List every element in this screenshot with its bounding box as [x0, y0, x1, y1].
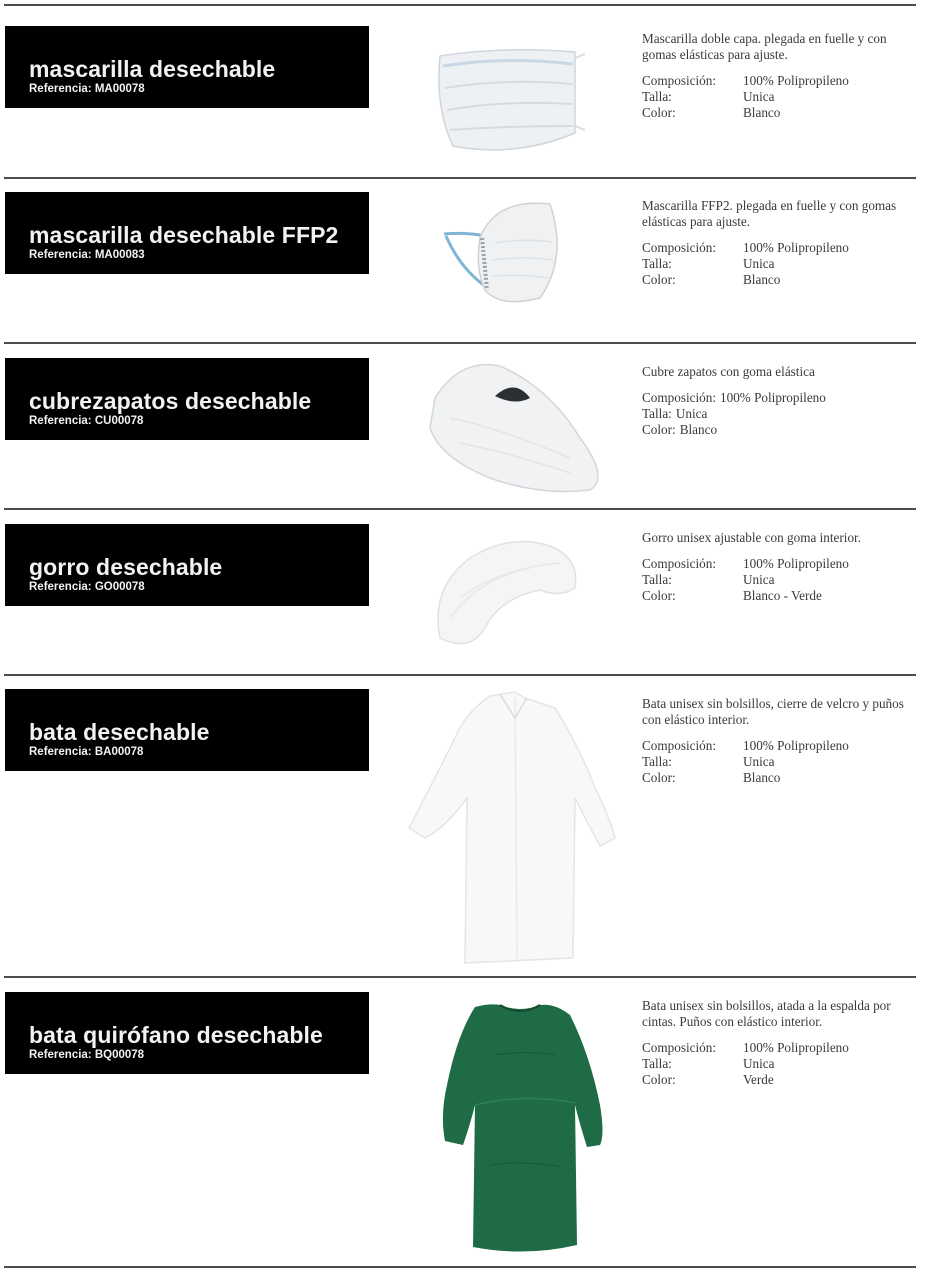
- product-reference: Referencia: GO00078: [29, 581, 145, 593]
- product-description: [642, 530, 922, 604]
- product-name: bata quirófano desechable: [29, 1022, 323, 1048]
- description-text: Gorro unisex ajustable con goma interior.: [642, 530, 862, 545]
- product-name: cubrezapatos desechable: [29, 388, 312, 414]
- product-name: mascarilla desechable FFP2: [29, 222, 339, 248]
- description-text: Bata unisex sin bolsillos, cierre de velcro y puños con elástico interior.: [642, 696, 904, 727]
- product-name: mascarilla desechable: [29, 56, 276, 82]
- spec-color: Color: Blanco: [642, 272, 781, 287]
- product-name: gorro desechable: [29, 554, 223, 580]
- spec-composition: Composición: 100% Polipropileno: [642, 1040, 849, 1055]
- product-title-box: [5, 358, 369, 440]
- product-reference: Referencia: CU00078: [29, 415, 144, 427]
- product-description: [642, 31, 922, 121]
- spec-composition: Composición: 100% Polipropileno: [642, 240, 849, 255]
- separator-rule: [4, 1266, 916, 1268]
- spec-size: Talla: Unica: [642, 256, 775, 271]
- product-reference: Referencia: MA00083: [29, 249, 145, 261]
- spec-composition: Composición: 100% Polipropileno: [642, 73, 849, 88]
- product-reference: Referencia: MA00078: [29, 83, 145, 95]
- spec-color: Color: Verde: [642, 1072, 774, 1087]
- spec-color: Color: Blanco - Verde: [642, 588, 822, 603]
- spec-color: Color: Blanco: [642, 105, 781, 120]
- spec-size: Talla: Unica: [642, 89, 775, 104]
- separator-rule: [4, 508, 916, 510]
- product-description: [642, 198, 922, 288]
- separator-rule: [4, 674, 916, 676]
- spec-size: Talla: Unica: [642, 572, 775, 587]
- product-title-box: [5, 992, 369, 1074]
- spec-size: Talla: Unica: [642, 1056, 775, 1071]
- spec-size: Talla: Unica: [642, 406, 708, 421]
- separator-rule: [4, 342, 916, 344]
- description-text: Mascarilla FFP2. plegada en fuelle y con gomas elásticas para ajuste.: [642, 198, 897, 229]
- product-title-box: [5, 26, 369, 108]
- product-title-box: [5, 192, 369, 274]
- spec-composition: Composición: 100% Polipropileno: [642, 556, 849, 571]
- description-text: Cubre zapatos con goma elástica: [642, 364, 815, 379]
- spec-color: Color: Blanco: [642, 422, 718, 437]
- spec-size: Talla: Unica: [642, 754, 775, 769]
- separator-rule: [4, 976, 916, 978]
- product-description: [642, 364, 922, 438]
- product-name: bata desechable: [29, 719, 210, 745]
- shoe-cover-image: [420, 358, 605, 498]
- product-reference: Referencia: BA00078: [29, 746, 144, 758]
- separator-rule: [4, 177, 916, 179]
- description-text: Mascarilla doble capa. plegada en fuelle y con gomas elásticas para ajuste.: [642, 31, 887, 62]
- product-reference: Referencia: BQ00078: [29, 1049, 145, 1061]
- cap-image: [430, 528, 590, 658]
- spec-composition: Composición: 100% Polipropileno: [642, 390, 826, 405]
- spec-color: Color: Blanco: [642, 770, 781, 785]
- separator-rule: [4, 4, 916, 6]
- white-gown-image: [405, 688, 620, 968]
- surgical-gown-image: [435, 995, 605, 1260]
- spec-composition: Composición: 100% Polipropileno: [642, 738, 849, 753]
- product-description: [642, 998, 922, 1088]
- ffp2-mask-image: [440, 198, 560, 308]
- product-title-box: [5, 524, 369, 606]
- product-description: [642, 696, 922, 786]
- description-text: Bata unisex sin bolsillos, atada a la espalda por cintas. Puños con elástico interior.: [642, 998, 891, 1029]
- product-title-box: [5, 689, 369, 771]
- surgical-mask-image: [425, 38, 590, 158]
